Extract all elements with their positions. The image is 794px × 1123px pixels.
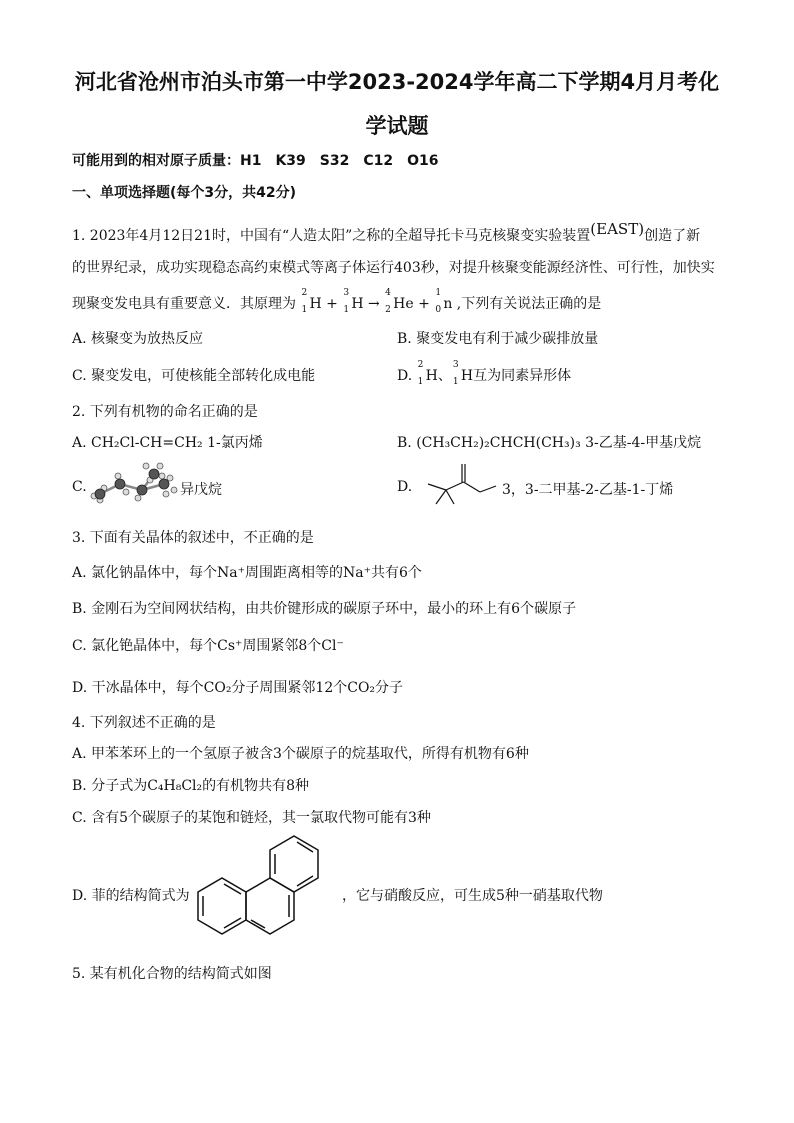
plus-sign-2: + (418, 296, 430, 312)
q3-option-d: D. 干冰晶体中，每个CO₂分子周围紧邻12个CO₂分子 (72, 680, 404, 696)
q4-option-c: C. 含有5个碳原子的某饱和链烃，其一氯取代物可能有3种 (72, 810, 431, 826)
q2-option-c-label: C. (72, 479, 87, 495)
nuclide-d-h3: 3 1 H (452, 360, 474, 387)
q1-device: (EAST) (590, 220, 645, 238)
q1-line1-post: 创造了新 (644, 228, 701, 244)
q1-option-d: D. 2 1 H、 3 1 H互为同素异形体 (397, 360, 572, 387)
q4-option-b: B. 分子式为C₄H₈Cl₂的有机物共有8种 (72, 778, 310, 794)
plus-sign: + (326, 296, 338, 312)
nuclide-h3: 3 1 H (343, 288, 364, 315)
exam-title-line2: 学试题 (365, 114, 429, 138)
q1-line1-pre: 1. 2023年4月12日21时，中国有“人造太阳”之称的全超导托卡马克核聚变实验装置 (72, 228, 591, 244)
nuclide-h2: 2 1 H (301, 288, 322, 315)
q2-stem: 2. 下列有机物的命名正确的是 (72, 404, 258, 420)
q3-option-a: A. 氯化钠晶体中，每个Na⁺周围距离相等的Na⁺共有6个 (72, 565, 422, 581)
q1-option-a: A. 核聚变为放热反应 (72, 331, 204, 347)
section-heading-1: 一、单项选择题(每个3分，共42分) (72, 185, 297, 201)
q3-option-c: C. 氯化铯晶体中，每个Cs⁺周围紧邻8个Cl⁻ (72, 638, 344, 654)
nuclide-he4: 4 2 He (385, 288, 414, 315)
phenanthrene-structure (192, 832, 342, 950)
exam-title-line1: 河北省沧州市泊头市第一中学2023-2024学年高二下学期4月月考化 (74, 70, 720, 94)
reaction-arrow: → (367, 296, 380, 312)
q3-option-b: B. 金刚石为空间网状结构，由共价键形成的碳原子环中，最小的环上有6个碳原子 (72, 601, 577, 617)
q2-option-b: B. (CH₃CH₂)₂CHCH(CH₃)₃ 3-乙基-4-甲基戊烷 (397, 435, 702, 451)
q2-option-c-name: 异戊烷 (180, 482, 222, 498)
q2-option-d-label: D. (397, 479, 413, 495)
nuclide-neutron: 1 0 n (435, 288, 453, 315)
q5-stem: 5. 某有机化合物的结构简式如图 (72, 966, 272, 982)
nuclide-d-h2: 2 1 H (417, 360, 438, 387)
q1-option-c: C. 聚变发电，可使核能全部转化成电能 (72, 368, 316, 384)
q2-option-a: A. CH₂Cl-CH=CH₂ 1-氯丙烯 (72, 435, 263, 451)
q2-option-d-name: 3，3-二甲基-2-乙基-1-丁烯 (502, 482, 674, 498)
atomic-masses: 可能用到的相对原子质量：H1 K39 S32 C12 O16 (72, 153, 439, 169)
q3-stem: 3. 下面有关晶体的叙述中，不正确的是 (72, 530, 314, 546)
skeletal-formula-option-d (416, 462, 500, 506)
q1-line3-post: ,下列有关说法正确的是 (456, 296, 602, 312)
q1-line3 (72, 288, 602, 315)
q4-option-d-post: ，它与硝酸反应，可生成5种一硝基取代物 (342, 888, 603, 904)
q1-line2: 的世界纪录，成功实现稳态高约束模式等离子体运行403秒，对提升核聚变能源经济性、可行性，加快实 (72, 260, 715, 276)
q4-stem: 4. 下列叙述不正确的是 (72, 715, 216, 731)
q4-option-d-pre: D. 菲的结构简式为 (72, 888, 190, 904)
q1-line3-pre: 现聚变发电具有重要意义．其原理为 (72, 296, 296, 312)
q1-option-b: B. 聚变发电有利于减少碳排放量 (397, 331, 599, 347)
ball-stick-model-isopentane (88, 460, 184, 504)
q4-option-a: A. 甲苯苯环上的一个氢原子被含3个碳原子的烷基取代，所得有机物有6种 (72, 746, 529, 762)
q1-line1 (72, 220, 701, 245)
